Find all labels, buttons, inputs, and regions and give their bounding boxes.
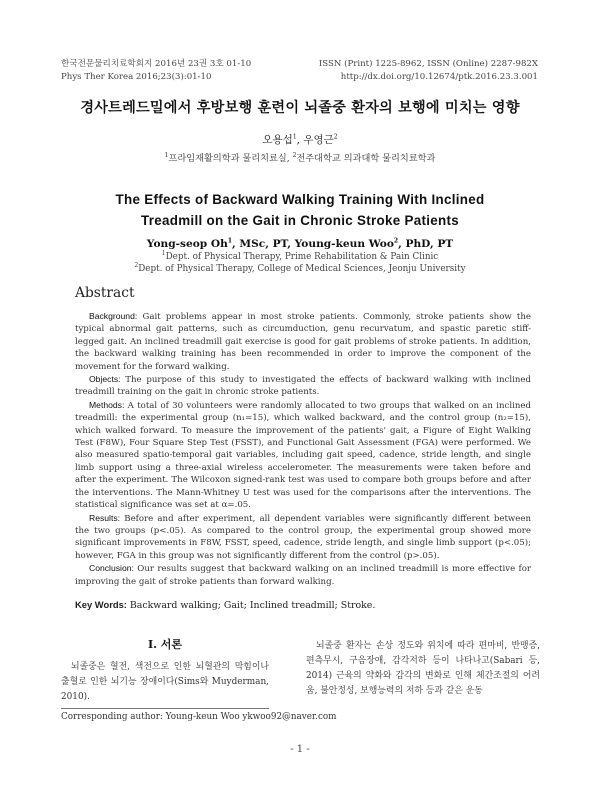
affil-en-1-sup: 1	[161, 250, 166, 258]
methods-text: A total of 30 volunteers were randomly allocated to two groups that walked on an inclined treadmill: the experimental group (n₁=15), which walked backward, and the control group (n₂=15), which walked forward. To measure the improvement of the patients' gait, a Figure of Eight Walking Test (F8W), Four Square Step Test (FSST), and Functional Gait Assessment (FGA) were performed. We also measured spatio-temporal gait variables, including gait speed, cadence, stride length, and single limb support using a three-axial wireless accelerometer. The measurements were taken before and after the experiment. The Wilcoxon signed-rank test was used to compare both groups before and after the interventions. The Mann-Whitney U test was used for the comparisons after the interventions. The statistical significance was set at α=.05.	[75, 400, 531, 511]
affil-ko-2-sup: 2	[292, 151, 297, 159]
footnote-divider	[61, 708, 269, 709]
authors-english	[0, 238, 600, 250]
abstract-heading: Abstract	[75, 285, 135, 301]
author-en-2-degrees: , PhD, PT	[398, 238, 454, 250]
background-text: Gait problems appear in most stroke patients. Commonly, stroke patients show the typical abnormal gait patterns, such as circumduction, genu recurvatum, and spastic paretic stiff-legged gait. An inclined treadmill gait exercise is good for gait problems of stroke patients. In addition, the backward walking training has been recommended in order to improve the component of the movement for the forward walking.	[75, 312, 531, 372]
objects-text: The purpose of this study to investigated the effects of backward walking with inclined treadmill training on the gait in chronic stroke patients.	[75, 375, 531, 398]
results-label: Results:	[89, 512, 121, 523]
author-en-2-sup: 2	[393, 237, 399, 245]
author-ko-1: 오용섭	[262, 134, 293, 146]
keywords	[75, 599, 375, 611]
corresponding-author: Corresponding author: Young-keun Woo ykwoo92@naver.com	[61, 712, 337, 722]
author-en-1-sup: 1	[227, 237, 232, 245]
abstract-background	[75, 310, 531, 373]
journal-citation-ko: 한국전문물리치료학회지 2016년 23권 3호 01-10	[61, 59, 252, 69]
authors-korean	[0, 132, 600, 147]
affiliation-english-1	[0, 252, 600, 262]
affil-en-2-sup: 2	[134, 262, 139, 270]
author-ko-1-sup: 1	[292, 133, 297, 141]
journal-citation-en: Phys Ther Korea 2016;23(3):01-10	[61, 72, 212, 82]
author-en-2: Young-keun Woo	[294, 238, 394, 250]
affil-ko-1-sup: 1	[164, 151, 169, 159]
title-english	[0, 189, 600, 231]
doi-link[interactable]: http://dx.doi.org/10.12674/ptk.2016.23.3.001	[340, 72, 538, 82]
conclusion-text: Our results suggest that backward walking on an inclined treadmill is more effective for improving the gait of stroke patients than forward walking.	[75, 564, 531, 587]
affil-en-1: Dept. of Physical Therapy, Prime Rehabilitation & Pain Clinic	[165, 252, 439, 262]
abstract-conclusion	[75, 562, 531, 588]
objects-label: Objects:	[89, 374, 121, 385]
section-heading-introduction: Ⅰ. 서론	[147, 638, 183, 651]
methods-label: Methods:	[89, 399, 125, 410]
title-english-line-2: Treadmill on the Gait in Chronic Stroke Patients	[141, 213, 459, 228]
author-ko-separator: ,	[296, 134, 304, 146]
author-en-1-degrees: , MSc, PT,	[232, 238, 295, 250]
abstract-body	[75, 310, 531, 588]
author-ko-2: 우영근	[303, 134, 334, 146]
title-english-line-1: The Effects of Backward Walking Training With Inclined	[115, 192, 485, 207]
page-number: - 1 -	[290, 744, 310, 755]
affil-ko-1: 프라임재활의학과 물리치료실,	[168, 153, 293, 164]
affil-en-2: Dept. of Physical Therapy, College of Medical Sciences, Jeonju University	[138, 264, 466, 274]
abstract-methods	[75, 399, 531, 512]
keywords-label: Key Words:	[75, 599, 127, 610]
abstract-results	[75, 512, 531, 563]
journal-header-right	[319, 58, 538, 84]
issn: ISSN (Print) 1225-8962, ISSN (Online) 2287-982X	[318, 59, 538, 69]
conclusion-label: Conclusion:	[89, 563, 134, 574]
abstract-objects	[75, 373, 531, 399]
keywords-text: Backward walking; Gait; Inclined treadmill; Stroke.	[126, 600, 376, 611]
affiliation-english-2	[0, 264, 600, 274]
body-text-right-column: 뇌졸중 환자는 손상 정도와 위치에 따라 편마비, 반맹증, 편측무시, 구음장애, 감각저하 등이 나타나고(Sabari 등, 2014) 근육의 약화와 감각의 변화로 인해 체간조절의 어려움, 불안정성, 보행능력의 저하 등과 같은 운동	[306, 641, 540, 697]
title-korean: 경사트레드밀에서 후방보행 훈련이 뇌졸중 환자의 보행에 미치는 영향	[80, 100, 520, 116]
affiliation-korean	[0, 150, 600, 164]
journal-header-left	[61, 58, 251, 84]
background-label: Background:	[89, 311, 138, 321]
body-text-left-column: 뇌졸중은 혈전, 색전으로 인한 뇌혈관의 막힘이나 출혈로 인한 뇌기능 장애이다(Sims와 Muyderman, 2010).	[61, 662, 269, 702]
affil-ko-2: 전주대학교 의과대학 물리치료학과	[296, 153, 436, 164]
author-en-1: Yong-seop Oh	[146, 238, 228, 250]
results-text: Before and after experiment, all dependent variables were significantly different between the two groups (p<.05). As compared to the control group, the experimental group showed more significant improvements in F8W, FSST, speed, cadence, stride length, and single limb support (p<.05); however, FGA in this group was not significantly different from the control (p>.05).	[75, 513, 531, 561]
author-ko-2-sup: 2	[333, 133, 338, 141]
